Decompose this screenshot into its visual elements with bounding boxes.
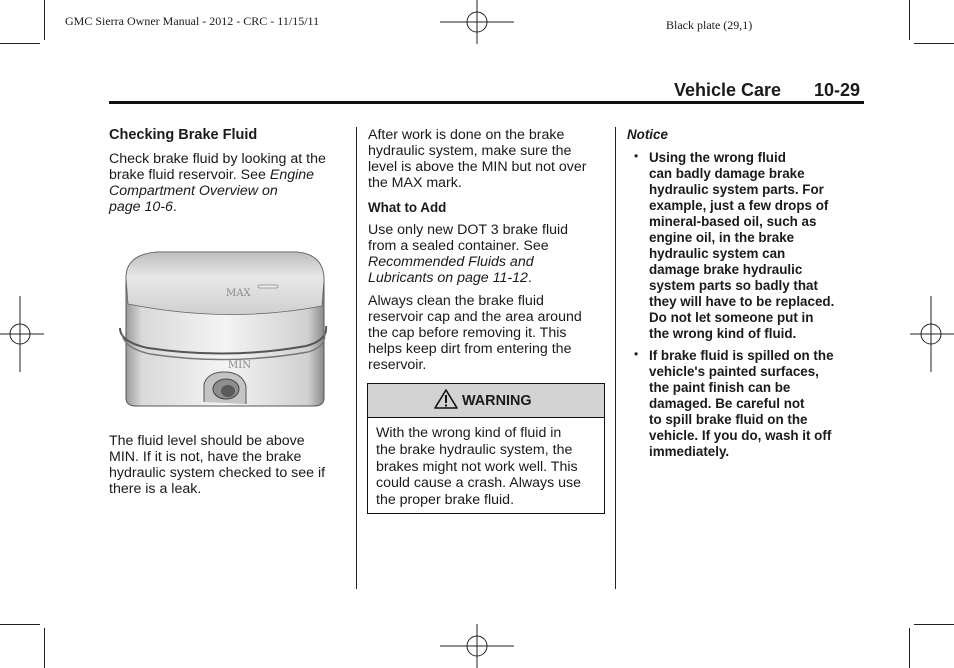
brake-fluid-reservoir-illustration (118, 248, 330, 410)
notice-bullet-spilled-fluid: If brake fluid is spilled on the vehicle's painted surfaces, the paint finish can be damaged. Be careful not to spill brake fluid on the vehicle. If you do, wash it off immediately. (649, 348, 834, 459)
paragraph-clean-cap: Always clean the brake fluid reservoir cap and the area around the cap before removing it. This helps keep dirt from entering the reservoir. (368, 293, 582, 373)
warning-triangle-icon (434, 389, 458, 409)
subheading-what-to-add: What to Add (368, 200, 447, 215)
page-number: 10-29 (814, 80, 861, 100)
paragraph-check-fluid: Check brake fluid by looking at the brake fluid reservoir. See Engine Compartment Overview on page 10-6. (109, 151, 349, 215)
header-rule (109, 101, 864, 104)
cross-reference-link[interactable]: Recommended Fluids and (368, 254, 534, 270)
paragraph-fluid-level: The fluid level should be above MIN. If it is not, have the brake hydraulic system checked to see if there is a leak. (109, 433, 326, 497)
paragraph-after-work: After work is done on the brake hydraulic system, make sure the level is above the MIN but not over the MAX mark. (368, 127, 587, 191)
plate-info-left: GMC Sierra Owner Manual - 2012 - CRC - 11/15/11 (65, 14, 320, 28)
section-heading: Checking Brake Fluid (109, 127, 258, 143)
section-title: Vehicle Care (674, 80, 782, 100)
warning-header (368, 384, 604, 418)
bullet-marker: • (634, 149, 639, 163)
warning-text: With the wrong kind of fluid in the brake hydraulic system, the brakes might not work well. This could cause a crash. Always use the proper brake fluid. (376, 425, 582, 509)
plate-info-right: Black plate (29,1) (666, 18, 753, 32)
cross-reference-link[interactable]: page 10-6 (109, 199, 173, 215)
column-divider (615, 127, 616, 589)
warning-label: WARNING (462, 393, 532, 409)
cross-reference-link[interactable]: Engine (269, 167, 315, 183)
notice-bullet-wrong-fluid: Using the wrong fluid can badly damage brake hydraulic system parts. For example, just a few drops of mineral-based oil, such as engine oil, in the brake hydraulic system can damage brake hydraulic system parts so badly that they will have to be replaced. Do not let someone put in the wrong kind of fluid. (649, 150, 835, 341)
cross-reference-link[interactable]: Lubricants on page 11-12 (368, 270, 528, 286)
warning-box (367, 383, 605, 514)
cross-reference-link[interactable]: Compartment Overview on (109, 183, 278, 199)
min-mark-label: MIN (228, 360, 251, 371)
max-mark-label: MAX (226, 288, 251, 299)
notice-title: Notice (627, 127, 668, 142)
column-divider (356, 127, 357, 589)
paragraph-what-to-add: Use only new DOT 3 brake fluid from a sealed container. See Recommended Fluids and Lubricants on page 11-12. (368, 222, 608, 286)
bullet-marker: • (634, 347, 639, 361)
